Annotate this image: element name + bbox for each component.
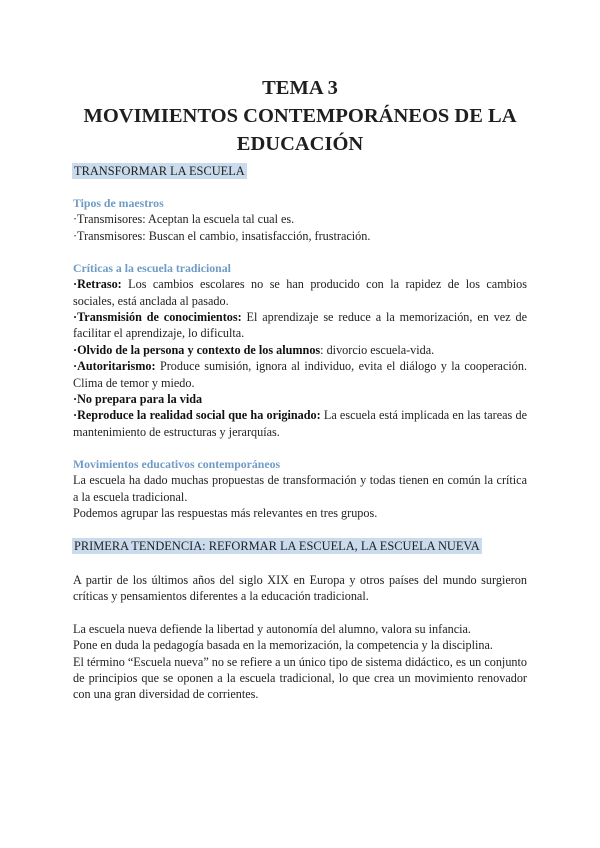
- paragraph: La escuela ha dado muchas propuestas de transformación y todas tienen en común la crítica a la escuela tradicional.: [73, 473, 527, 504]
- subheading-tipos-maestros: Tipos de maestros: [73, 196, 164, 211]
- paragraph: La escuela nueva defiende la libertad y autonomía del alumno, valora su infancia.: [73, 621, 471, 636]
- item-text: La escuela está implicada en las tareas de mantenimiento de estructuras y jerarquías.: [73, 408, 527, 439]
- item-term: ·No prepara para la vida: [73, 392, 203, 407]
- paragraph: Podemos agrupar las respuestas más relevantes en tres grupos.: [73, 506, 378, 521]
- subheading-movimientos: Movimientos educativos contemporáneos: [73, 457, 281, 472]
- list-item: [73, 342, 527, 358]
- item-term: ·Autoritarismo:: [73, 359, 156, 374]
- subheading-criticas: Críticas a la escuela tradicional: [73, 261, 231, 276]
- paragraph: Pone en duda la pedagogía basada en la memorización, la competencia y la disciplina.: [73, 638, 493, 653]
- list-item: ·Transmisores: Buscan el cambio, insatisfacción, frustración.: [73, 228, 371, 243]
- paragraph: El término “Escuela nueva” no se refiere a un único tipo de sistema didáctico, es un conjunto de principios que se oponen a la escuela tradicional, lo que crea un movimiento renovador con una gran diversidad de corrientes.: [73, 654, 527, 702]
- list-item: [73, 391, 527, 407]
- section-heading-transformar: TRANSFORMAR LA ESCUELA: [74, 164, 245, 178]
- paragraph: A partir de los últimos años del siglo XIX en Europa y otros países del mundo surgieron críticas y pensamientos diferentes a la educación tradicional.: [73, 572, 527, 604]
- item-text: Produce sumisión, ignora al individuo, evita el diálogo y la cooperación. Clima de temor y miedo.: [73, 359, 527, 390]
- page-title: [0, 0, 600, 158]
- list-item: ·Transmisores: Aceptan la escuela tal cual es.: [73, 212, 295, 227]
- list-item: [73, 358, 527, 391]
- list-item: [73, 309, 527, 342]
- item-text: El aprendizaje se reduce a la memorización, en vez de facilitar el aprendizaje, lo dificulta.: [73, 310, 528, 341]
- item-term: ·Retraso:: [73, 277, 122, 292]
- title-line-3: EDUCACIÓN: [236, 133, 364, 155]
- title-line-2: MOVIMIENTOS CONTEMPORÁNEOS DE LA: [83, 105, 517, 127]
- item-term: ·Reproduce la realidad social que ha originado:: [73, 408, 321, 423]
- item-term: ·Transmisión de conocimientos:: [73, 310, 242, 325]
- section-heading-primera-tendencia: PRIMERA TENDENCIA: REFORMAR LA ESCUELA, LA ESCUELA NUEVA: [74, 538, 480, 553]
- item-text: : divorcio escuela-vida.: [320, 342, 435, 357]
- list-item: [73, 276, 527, 309]
- item-text: Los cambios escolares no se han producido con la rapidez de los cambios sociales, está anclada al pasado.: [73, 277, 527, 308]
- list-item: [73, 407, 527, 440]
- item-term: ·Olvido de la persona y contexto de los alumnos: [73, 342, 321, 357]
- document-body: [0, 158, 600, 703]
- title-line-1: TEMA 3: [262, 77, 338, 99]
